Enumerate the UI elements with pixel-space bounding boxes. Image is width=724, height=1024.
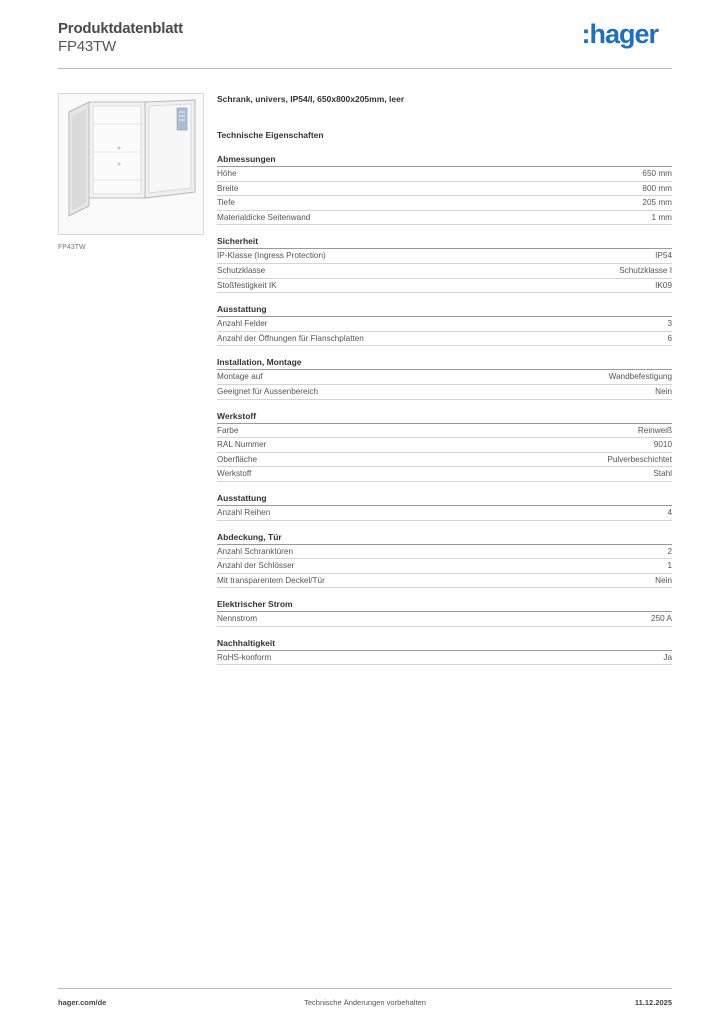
product-description: Schrank, univers, IP54/I, 650x800x205mm, leer: [217, 94, 405, 104]
section-title: Werkstoff: [217, 410, 672, 424]
spec-value: Ja: [663, 652, 672, 662]
spec-label: RoHS-konform: [217, 652, 272, 662]
spec-section: [217, 637, 672, 666]
spec-section: [217, 531, 672, 589]
cabinet-illustration: [59, 94, 203, 234]
section-title: Installation, Montage: [217, 356, 672, 370]
spec-value: 650 mm: [642, 169, 672, 178]
spec-label: Anzahl der Öffnungen für Flanschplatten: [217, 333, 364, 343]
spec-row: [217, 545, 672, 560]
section-title: Nachhaltigkeit: [217, 637, 672, 651]
spec-row: [217, 424, 672, 439]
spec-label: Schutzklasse: [217, 265, 266, 275]
spec-row: [217, 612, 672, 627]
spec-row: [217, 167, 672, 182]
spec-row: [217, 182, 672, 197]
spec-label: Materialdicke Seitenwand: [217, 212, 311, 222]
spec-row: [217, 279, 672, 294]
spec-row: [217, 196, 672, 211]
spec-label: Tiefe: [217, 198, 235, 208]
spec-row: [217, 651, 672, 666]
spec-value: Stahl: [653, 469, 672, 479]
spec-label: Werkstoff: [217, 469, 252, 479]
header-divider: [58, 68, 672, 69]
hager-logo: :hager: [581, 19, 658, 49]
spec-label: IP-Klasse (Ingress Protection): [217, 251, 326, 261]
spec-row: [217, 438, 672, 453]
spec-value: IK09: [655, 280, 672, 290]
footer-notice: Technische Änderungen vorbehalten: [304, 998, 426, 1007]
spec-value: 3: [667, 319, 672, 329]
section-title: Ausstattung: [217, 303, 672, 317]
spec-label: Anzahl Felder: [217, 319, 268, 329]
spec-value: Nein: [655, 575, 672, 585]
spec-label: Anzahl der Schlösser: [217, 561, 295, 571]
spec-value: 1: [667, 561, 672, 571]
section-title: Ausstattung: [217, 492, 672, 506]
spec-label: Anzahl Schranktüren: [217, 546, 294, 556]
spec-value: 800 mm: [642, 183, 672, 193]
spec-row: [217, 467, 672, 482]
product-details: [217, 94, 672, 675]
spec-value: 205 mm: [642, 198, 672, 208]
spec-label: Farbe: [217, 425, 239, 435]
product-code: FP43TW: [58, 38, 116, 55]
spec-section: [217, 492, 672, 521]
page-header: [58, 20, 672, 68]
spec-label: Geeignet für Aussenbereich: [217, 386, 319, 396]
spec-section: [217, 235, 672, 293]
spec-section: [217, 153, 672, 225]
spec-label: Höhe: [217, 169, 237, 178]
spec-row: [217, 249, 672, 264]
spec-value: 9010: [653, 440, 672, 450]
spec-value: IP54: [655, 251, 672, 261]
spec-label: Breite: [217, 183, 239, 193]
document-title: Produktdatenblatt: [58, 20, 183, 37]
spec-value: Pulverbeschichtet: [607, 454, 672, 464]
spec-label: Mit transparentem Deckel/Tür: [217, 575, 325, 585]
spec-row: [217, 453, 672, 468]
image-caption: FP43TW: [58, 244, 86, 251]
spec-row: [217, 264, 672, 279]
spec-label: Nennstrom: [217, 614, 258, 624]
footer-date: 11.12.2025: [634, 998, 672, 1007]
spec-section: [217, 410, 672, 482]
tech-properties-heading: Technische Eigenschaften: [217, 130, 324, 140]
spec-value: 2: [667, 546, 672, 556]
spec-row: [217, 370, 672, 385]
footer-website-link[interactable]: hager.com/de: [58, 998, 107, 1007]
spec-row: [217, 385, 672, 400]
section-title: Elektrischer Strom: [217, 598, 672, 612]
spec-row: [217, 211, 672, 226]
section-title: Abdeckung, Tür: [217, 531, 672, 545]
spec-row: [217, 506, 672, 521]
spec-section: [217, 598, 672, 627]
property-sections: [217, 153, 672, 665]
spec-value: 4: [667, 507, 672, 517]
spec-row: [217, 332, 672, 347]
spec-label: Stoßfestigkeit IK: [217, 280, 277, 290]
spec-value: 250 A: [651, 614, 672, 624]
spec-label: Anzahl Reihen: [217, 507, 271, 517]
spec-value: 6: [667, 333, 672, 343]
spec-row: [217, 559, 672, 574]
spec-row: [217, 574, 672, 589]
spec-row: [217, 317, 672, 332]
footer-divider: [58, 988, 672, 989]
spec-value: Schutzklasse I: [619, 265, 672, 275]
spec-value: Reinweiß: [637, 425, 672, 435]
spec-section: [217, 303, 672, 346]
spec-value: Nein: [655, 386, 672, 396]
spec-value: Wandbefestigung: [608, 372, 672, 382]
spec-label: RAL Nummer: [217, 440, 267, 450]
spec-value: 1 mm: [651, 212, 672, 222]
spec-section: [217, 356, 672, 399]
spec-label: Oberfläche: [217, 454, 258, 464]
product-image: [58, 93, 204, 235]
section-title: Sicherheit: [217, 235, 672, 249]
spec-label: Montage auf: [217, 372, 263, 382]
section-title: Abmessungen: [217, 153, 672, 167]
